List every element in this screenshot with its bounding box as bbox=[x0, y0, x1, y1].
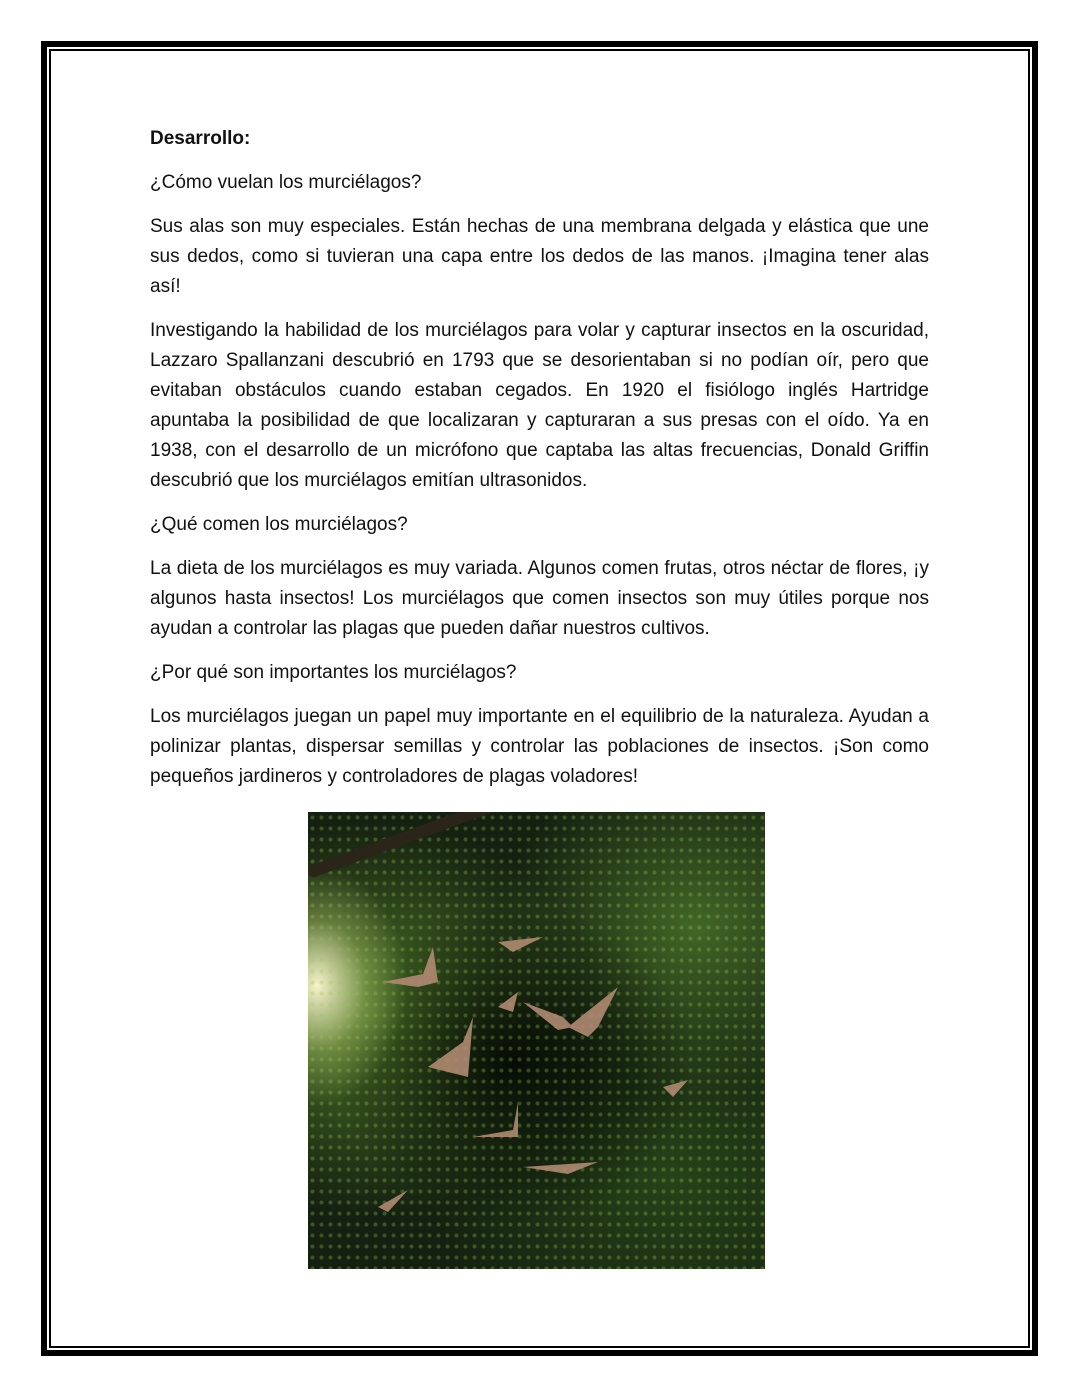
bat-icon bbox=[428, 1017, 473, 1077]
bat-icon bbox=[523, 1002, 573, 1030]
question-what-bats-eat: ¿Qué comen los murciélagos? bbox=[150, 514, 408, 535]
bat-icon bbox=[523, 1162, 598, 1174]
bat-icon bbox=[383, 947, 438, 987]
bat-icon bbox=[378, 1190, 408, 1212]
paragraph-wings: Sus alas son muy especiales. Están hechas de una membrana delgada y elástica que une sus dedos, como si tuvieran una capa entre los dedos de las manos. ¡Imagina tener alas así! bbox=[150, 216, 929, 297]
bat-icon bbox=[568, 987, 618, 1037]
bat-silhouettes bbox=[308, 812, 765, 1269]
bat-icon bbox=[663, 1080, 688, 1097]
question-why-bats-important: ¿Por qué son importantes los murciélagos? bbox=[150, 662, 517, 683]
bat-icon bbox=[498, 992, 518, 1012]
document-body bbox=[150, 124, 929, 806]
bat-icon bbox=[498, 937, 543, 952]
question-how-bats-fly: ¿Cómo vuelan los murciélagos? bbox=[150, 172, 422, 193]
paragraph-importance: Los murciélagos juegan un papel muy importante en el equilibrio de la naturaleza. Ayudan a polinizar plantas, dispersar semillas y controlar las poblaciones de insectos. ¡Son como pequeños jardineros y controladores de plagas voladores! bbox=[150, 706, 929, 787]
section-heading: Desarrollo: bbox=[150, 128, 251, 149]
bats-photo bbox=[308, 812, 765, 1269]
bat-icon bbox=[473, 1102, 518, 1137]
paragraph-diet: La dieta de los murciélagos es muy variada. Algunos comen frutas, otros néctar de flores, ¡y algunos hasta insectos! Los murciélagos que comen insectos son muy útiles porque nos ayudan a controlar las plagas que pueden dañar nuestros cultivos. bbox=[150, 558, 929, 639]
paragraph-echolocation-history: Investigando la habilidad de los murciélagos para volar y capturar insectos en la oscuridad, Lazzaro Spallanzani descubrió en 1793 que se desorientaban si no podían oír, pero que evitaban obstáculos cuando estaban cegados. En 1920 el fisiólogo inglés Hartridge apuntaba la posibilidad de que localizaran y capturaran a sus presas con el oído. Ya en 1938, con el desarrollo de un micrófono que captaba las altas frecuencias, Donald Griffin descubrió que los murciélagos emitían ultrasonidos. bbox=[150, 320, 929, 491]
